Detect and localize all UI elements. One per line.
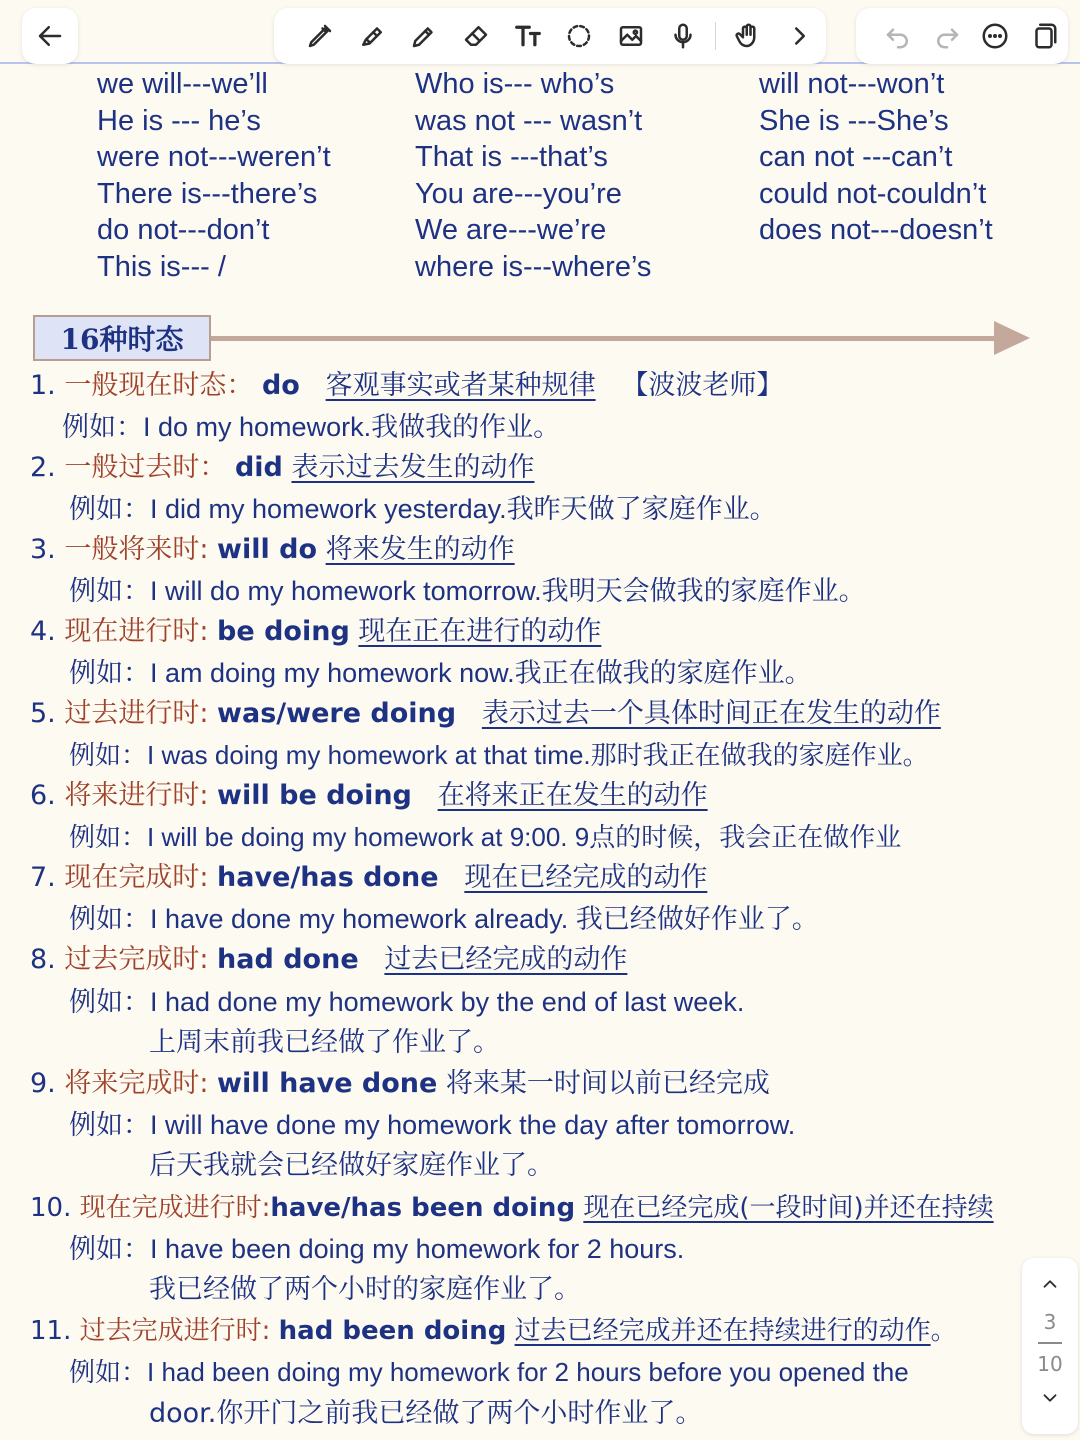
tense-4-example: 例如：I am doing my homework now.我正在做我的家庭作业。 — [69, 658, 812, 688]
tense-form: had done — [217, 944, 359, 975]
contraction: He is --- he’s — [97, 104, 261, 137]
tool-palette — [274, 8, 826, 64]
tense-11-translation: door.你开门之前我已经做了两个小时作业了。 — [149, 1398, 703, 1429]
tense-4-heading — [30, 614, 601, 650]
tense-7-heading — [30, 860, 707, 896]
contractions-column-3 — [759, 66, 993, 249]
pages-icon[interactable] — [1020, 10, 1069, 62]
image-icon[interactable] — [605, 10, 657, 62]
tense-1-heading — [30, 368, 783, 404]
tense-form: will have done — [217, 1068, 438, 1099]
tense-9-translation: 后天我就会已经做好家庭作业了。 — [149, 1150, 554, 1181]
tense-meaning: 客观事实或者某种规律 — [325, 370, 596, 401]
contractions-table — [0, 64, 1080, 294]
contraction: were not---weren’t — [97, 141, 331, 174]
tense-2-heading — [30, 450, 534, 486]
pen-icon[interactable] — [294, 10, 346, 62]
microphone-icon[interactable] — [657, 10, 709, 62]
tense-number: 3. — [30, 534, 56, 565]
contraction: There is---there’s — [97, 177, 318, 210]
tense-6-heading — [30, 778, 708, 814]
tense-11-heading — [30, 1313, 957, 1349]
tense-meaning: 现在正在进行的动作 — [358, 616, 602, 647]
author-tag: 【波波老师】 — [621, 370, 784, 401]
tense-7-example: 例如：I have done my homework already. 我已经做好作业了。 — [69, 904, 819, 934]
tense-2-example: 例如：I did my homework yesterday.我昨天做了家庭作业。 — [69, 494, 777, 524]
tense-meaning: 过去已经完成并还在持续进行的动作 — [514, 1316, 931, 1346]
contraction: We are---we’re — [415, 214, 607, 247]
contraction: does not---doesn’t — [759, 214, 993, 247]
back-button[interactable] — [22, 8, 78, 64]
redo-icon[interactable] — [923, 10, 972, 62]
contraction: where is---where’s — [415, 250, 652, 283]
tense-meaning: 现在已经完成(一段时间)并还在持续 — [583, 1193, 994, 1223]
contraction: will not---won’t — [759, 68, 945, 100]
tense-meaning: 在将来正在发生的动作 — [437, 780, 708, 811]
tense-form: will be doing — [217, 780, 412, 811]
tense-3-example: 例如：I will do my homework tomorrow.我明天会做我的家庭作业。 — [69, 576, 866, 606]
contraction: we will---we’ll — [97, 68, 268, 100]
contraction: She is ---She’s — [759, 104, 949, 137]
tense-form: do — [261, 370, 300, 401]
contraction: do not---don’t — [97, 214, 270, 247]
tense-name: 一般将来时: — [64, 534, 218, 565]
gesture-hand-icon[interactable] — [722, 10, 774, 62]
tense-name: 一般现在时态： — [64, 370, 254, 401]
tense-number: 1. — [30, 370, 56, 401]
tense-number: 7. — [30, 862, 56, 893]
contraction: Who is--- who’s — [415, 68, 615, 100]
tense-name: 过去完成进行时: — [79, 1316, 279, 1346]
contractions-column-2 — [415, 66, 651, 286]
chevron-right-icon[interactable] — [774, 10, 826, 62]
tense-number: 11. — [30, 1316, 72, 1346]
tense-form: did — [234, 452, 283, 483]
tense-11-example: 例如：I had been doing my homework for 2 hours before you opened the — [69, 1357, 909, 1387]
tense-tail: 。 — [930, 1316, 957, 1346]
tense-name: 过去完成时: — [64, 944, 218, 975]
tense-form: was/were doing — [217, 698, 457, 729]
tense-5-heading — [30, 696, 941, 732]
tense-6-example: 例如：I will be doing my homework at 9:00. 9点的时候，我会正在做作业 — [69, 822, 902, 852]
tense-10-translation: 我已经做了两个小时的家庭作业了。 — [149, 1274, 581, 1305]
contraction: could not-couldn’t — [759, 177, 987, 210]
tense-meaning: 过去已经完成的动作 — [384, 944, 628, 975]
chevron-down-icon — [1039, 1387, 1061, 1409]
tense-5-example: 例如：I was doing my homework at that time.那时我正在做我的家庭作业。 — [69, 740, 929, 770]
tense-name: 现在完成时: — [64, 862, 218, 893]
section-arrow-line — [211, 336, 997, 341]
tense-name: 将来完成时: — [64, 1068, 218, 1099]
toolbar-separator — [715, 22, 716, 50]
contraction: This is--- / — [97, 250, 226, 283]
contraction: You are---you’re — [415, 177, 622, 210]
tense-form: be doing — [217, 616, 350, 647]
tense-number: 4. — [30, 616, 56, 647]
eraser-icon[interactable] — [450, 10, 502, 62]
arrow-left-icon — [24, 10, 76, 62]
tense-name: 一般过去时： — [64, 452, 227, 483]
section-title: 16种时态 — [33, 315, 211, 361]
arrow-head-icon — [994, 321, 1030, 355]
previous-page-button[interactable] — [1030, 1264, 1070, 1304]
tense-meaning: 表示过去一个具体时间正在发生的动作 — [481, 698, 941, 729]
marker-icon[interactable] — [398, 10, 450, 62]
tense-meaning: 将来发生的动作 — [325, 534, 515, 565]
tense-10-example: 例如：I have been doing my homework for 2 hours. — [69, 1234, 685, 1264]
chevron-up-icon — [1039, 1273, 1061, 1295]
tense-3-heading — [30, 532, 515, 568]
tense-name: 现在完成进行时: — [79, 1193, 271, 1223]
next-page-button[interactable] — [1030, 1378, 1070, 1418]
tense-8-example: 例如：I had done my homework by the end of last week. — [69, 987, 745, 1017]
tense-number: 10. — [30, 1193, 72, 1223]
tense-number: 2. — [30, 452, 56, 483]
tense-name: 过去进行时: — [64, 698, 218, 729]
tense-1-example: 例如：I do my homework.我做我的作业。 — [62, 412, 561, 442]
tense-number: 5. — [30, 698, 56, 729]
tense-8-heading — [30, 942, 627, 978]
contraction: That is ---that’s — [415, 141, 608, 174]
highlighter-icon[interactable] — [346, 10, 398, 62]
contraction: can not ---can’t — [759, 141, 953, 174]
tense-name: 现在进行时: — [64, 616, 218, 647]
tense-form: will do — [217, 534, 318, 565]
undo-icon[interactable] — [874, 10, 923, 62]
tense-8-translation: 上周末前我已经做了作业了。 — [149, 1027, 500, 1058]
tense-form: have/has been doing — [270, 1193, 576, 1223]
more-icon[interactable] — [971, 10, 1020, 62]
tense-name: 将来进行时: — [64, 780, 218, 811]
page-navigator — [1022, 1258, 1078, 1434]
tense-meaning: 现在已经完成的动作 — [464, 862, 708, 893]
contractions-column-1 — [97, 66, 331, 286]
contraction: was not --- wasn’t — [415, 104, 643, 137]
tense-form: had been doing — [278, 1316, 507, 1346]
tense-meaning: 表示过去发生的动作 — [291, 452, 535, 483]
total-pages: 10 — [1037, 1351, 1063, 1376]
tense-number: 9. — [30, 1068, 56, 1099]
page-divider — [1038, 1342, 1062, 1344]
document-actions — [856, 8, 1068, 64]
tense-meaning: 将来某一时间以前已经完成 — [445, 1068, 770, 1099]
current-page: 3 — [1043, 1310, 1057, 1334]
lasso-icon[interactable] — [554, 10, 606, 62]
tense-9-heading — [30, 1066, 770, 1102]
tense-10-heading — [30, 1190, 994, 1226]
tense-form: have/has done — [217, 862, 439, 893]
tense-number: 6. — [30, 780, 56, 811]
text-icon[interactable] — [502, 10, 554, 62]
tense-9-example: 例如：I will have done my homework the day after tomorrow. — [69, 1110, 796, 1140]
tense-number: 8. — [30, 944, 56, 975]
